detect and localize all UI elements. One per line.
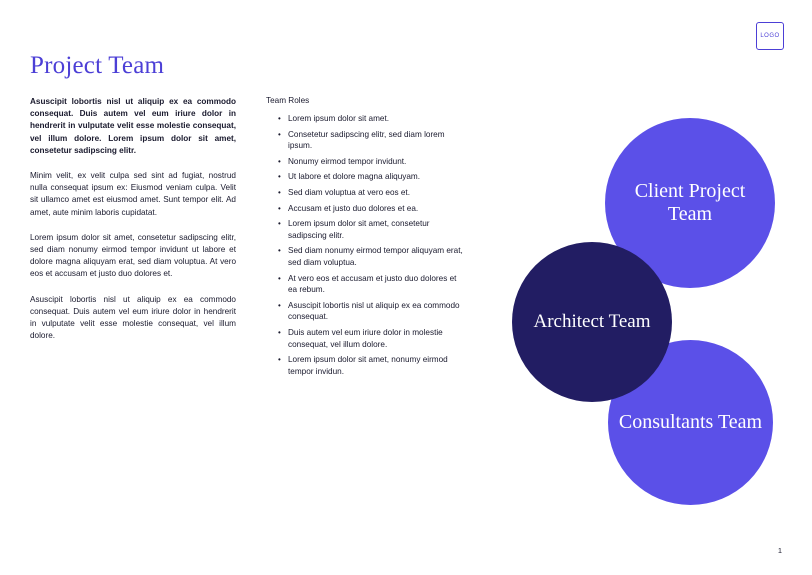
circle-label: Consultants Team (618, 410, 763, 433)
team-roles-column (266, 96, 466, 381)
list-item: • Asuscipit lobortis nisl ut aliquip ex ea commodo consequat. (280, 300, 466, 323)
team-roles-heading: Team Roles (266, 96, 310, 105)
page-number: 1 (777, 546, 782, 555)
paragraph: Asuscipit lobortis nisl ut aliquip ex ea commodo consequat. Duis autem vel eum iriure dolor in hendrerit in vulputate velit esse molestie consequat, vel illum dolore. (30, 294, 236, 341)
logo-text: LOGO (760, 33, 780, 39)
list-item: • Sed diam nonumy eirmod tempor aliquyam erat, sed diam voluptua. (280, 245, 466, 268)
list-item: • Lorem ipsum dolor sit amet. (280, 113, 466, 125)
list-item: • At vero eos et accusam et justo duo dolores et ea rebum. (280, 273, 466, 296)
circle-label: Architect Team (533, 310, 651, 332)
page-title: Project Team (30, 52, 165, 79)
list-item: • Accusam et justo duo dolores et ea. (280, 203, 466, 215)
circle-label: Client Project Team (634, 179, 746, 225)
list-item: • Duis autem vel eum iriure dolor in molestie consequat, vel illum dolore. (280, 327, 466, 350)
list-item: • Lorem ipsum dolor sit amet, consetetur sadipscing elitr. (280, 218, 466, 241)
team-diagram (505, 118, 795, 488)
left-text-column (30, 96, 236, 355)
circle-architect-team (512, 242, 672, 402)
logo (756, 22, 784, 50)
list-item: • Consetetur sadipscing elitr, sed diam lorem ipsum. (280, 129, 466, 152)
list-item: • Sed diam voluptua at vero eos et. (280, 187, 466, 199)
list-item: • Nonumy eirmod tempor invidunt. (280, 156, 466, 168)
paragraph: Asuscipit lobortis nisl ut aliquip ex ea commodo consequat. Duis autem vel eum iriure dolor in hendrerit in vulputate velit esse molestie consequat, vel illum dolore. Lorem ipsum dolor sit amet, consetetur sadipscing elitr. (30, 97, 236, 155)
list-item: • Lorem ipsum dolor sit amet, nonumy eirmod tempor invidun. (280, 354, 466, 377)
paragraph: Minim velit, ex velit culpa sed sint ad fugiat, nostrud nulla consequat ipsum ex: Eiusmod veniam culpa. Velit sit ullamco amet est eiusmod amet. Sunt tempor elit. Ad amet, aute minim laboris cupidatat. (30, 171, 236, 217)
paragraph: Lorem ipsum dolor sit amet, consetetur sadipscing elitr, sed diam nonumy eirmod tempor invidunt ut labore et dolore magna aliquyam erat, sed diam voluptua. At vero eos et accusam et justo duo dolores et. (30, 232, 236, 279)
team-roles-list (266, 113, 466, 377)
list-item: • Ut labore et dolore magna aliquyam. (280, 171, 466, 183)
